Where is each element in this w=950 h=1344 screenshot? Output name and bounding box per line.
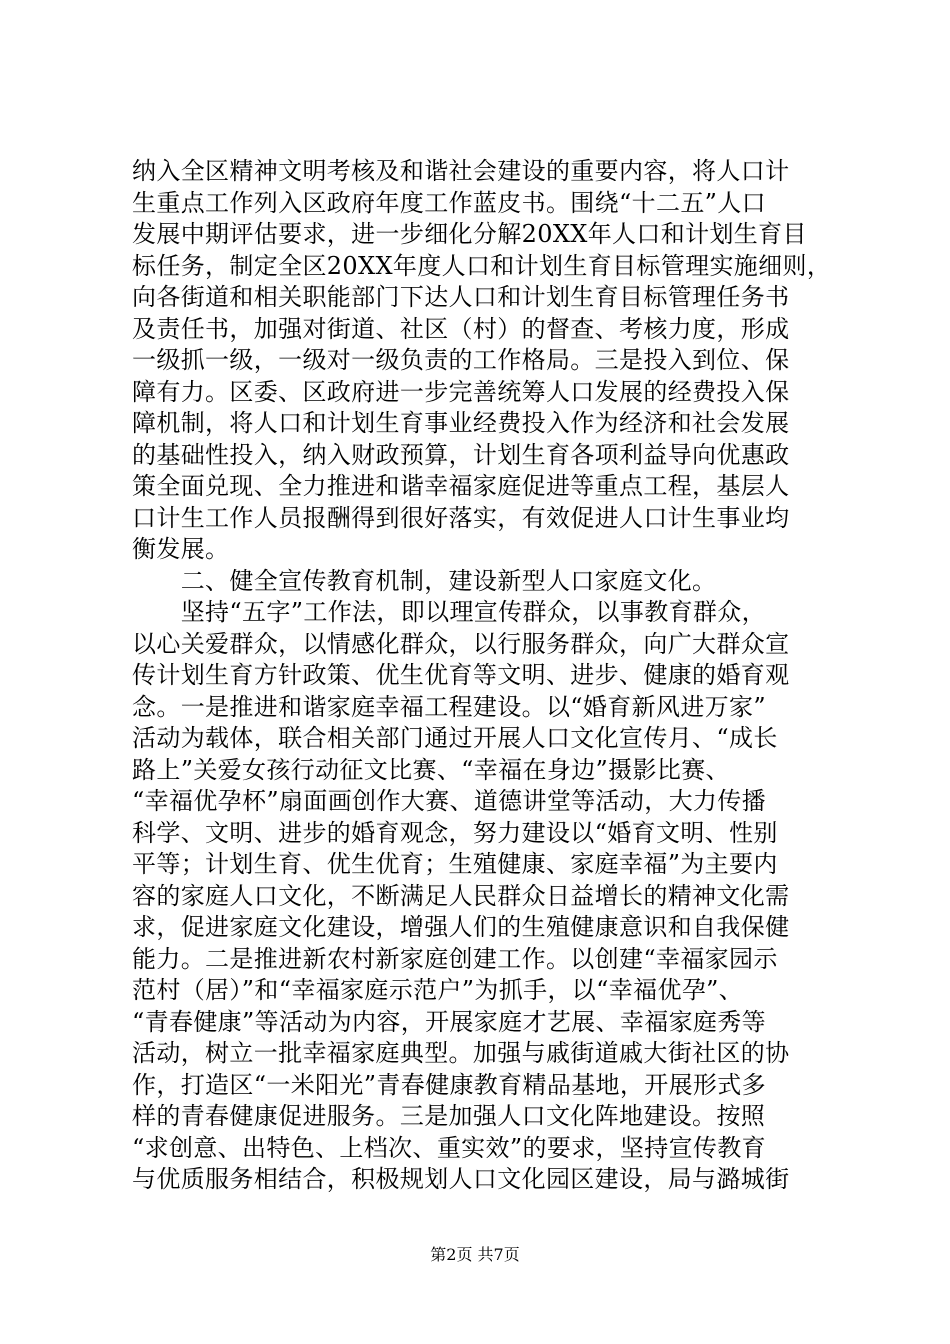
text-line: 路上”关爱女孩行动征文比赛、“幸福在身边”摄影比赛、 (132, 755, 730, 784)
text-line: “幸福优孕杯”扇面画创作大赛、道德讲堂等活动，大力传播 (132, 787, 766, 815)
text-line: 障有力。区委、区政府进一步完善统筹人口发展的经费投入保 (132, 377, 790, 406)
text-line: 坚持“五字”工作法，即以理宣传群众，以事教育群众， (132, 598, 766, 626)
text-line: 求，促进家庭文化建设，增强人们的生殖健康意识和自我保健 (132, 913, 790, 941)
text-line: 以心关爱群众，以情感化群众，以行服务群众，向广大群众宣 (132, 629, 790, 658)
text-line: “青春健康”等活动为内容，开展家庭才艺展、幸福家庭秀等 (132, 1007, 766, 1036)
text-line: 活动，树立一批幸福家庭典型。加强与戚街道戚大街社区的协 (132, 1039, 790, 1067)
body-text (132, 156, 832, 1196)
text-line: 障机制，将人口和计划生育事业经费投入作为经济和社会发展 (132, 409, 790, 437)
text-line: 二、健全宣传教育机制，建设新型人口家庭文化。 (132, 566, 717, 595)
text-line: 传计划生育方针政策、优生优育等文明、进步、健康的婚育观 (132, 661, 790, 689)
text-line: 生重点工作列入区政府年度工作蓝皮书。围绕“十二五”人口 (132, 188, 766, 217)
text-line: 范村（居）”和“幸福家庭示范户”为抓手，以“幸福优孕”、 (132, 976, 744, 1004)
text-line: 容的家庭人口文化，不断满足人民群众日益增长的精神文化需 (132, 881, 790, 910)
text-line: 能力。二是推进新农村新家庭创建工作。以创建“幸福家园示 (132, 944, 778, 973)
text-line: 发展中期评估要求，进一步细化分解20XX年人口和计划生育目 (132, 220, 807, 248)
text-line: 念。一是推进和谐家庭幸福工程建设。以“婚育新风进万家” (132, 692, 766, 721)
text-line: 口计生工作人员报酬得到很好落实，有效促进人口计生事业均 (132, 503, 790, 532)
text-line: 作，打造区“一米阳光”青春健康教育精品基地，开展形式多 (132, 1070, 766, 1099)
text-line: 的基础性投入，纳入财政预算，计划生育各项利益导向优惠政 (132, 440, 790, 469)
text-line: 一级抓一级，一级对一级负责的工作格局。三是投入到位、保 (132, 346, 790, 374)
text-line: 样的青春健康促进服务。三是加强人口文化阵地建设。按照 (132, 1102, 766, 1130)
page-footer: 第2页 共7页 (430, 1245, 520, 1264)
text-line: 策全面兑现、全力推进和谐幸福家庭促进等重点工程，基层人 (132, 472, 790, 500)
text-line: 标任务，制定全区20XX年度人口和计划生育目标管理实施细则， (132, 251, 832, 280)
text-line: 衡发展。 (132, 535, 230, 563)
text-line: “求创意、出特色、上档次、重实效”的要求，坚持宣传教育 (132, 1133, 766, 1162)
text-line: 向各街道和相关职能部门下达人口和计划生育目标管理任务书 (132, 283, 790, 311)
text-line: 平等；计划生育、优生优育；生殖健康、家庭幸福”为主要内 (132, 850, 778, 878)
text-line: 活动为载体，联合相关部门通过开展人口文化宣传月、“成长 (132, 724, 778, 752)
text-line: 纳入全区精神文明考核及和谐社会建设的重要内容，将人口计 (132, 157, 790, 185)
text-line: 与优质服务相结合，积极规划人口文化园区建设，局与潞城街 (132, 1165, 790, 1193)
text-line: 及责任书，加强对街道、社区（村）的督查、考核力度，形成 (132, 314, 790, 343)
text-line: 科学、文明、进步的婚育观念，努力建设以“婚育文明、性别 (132, 818, 778, 847)
